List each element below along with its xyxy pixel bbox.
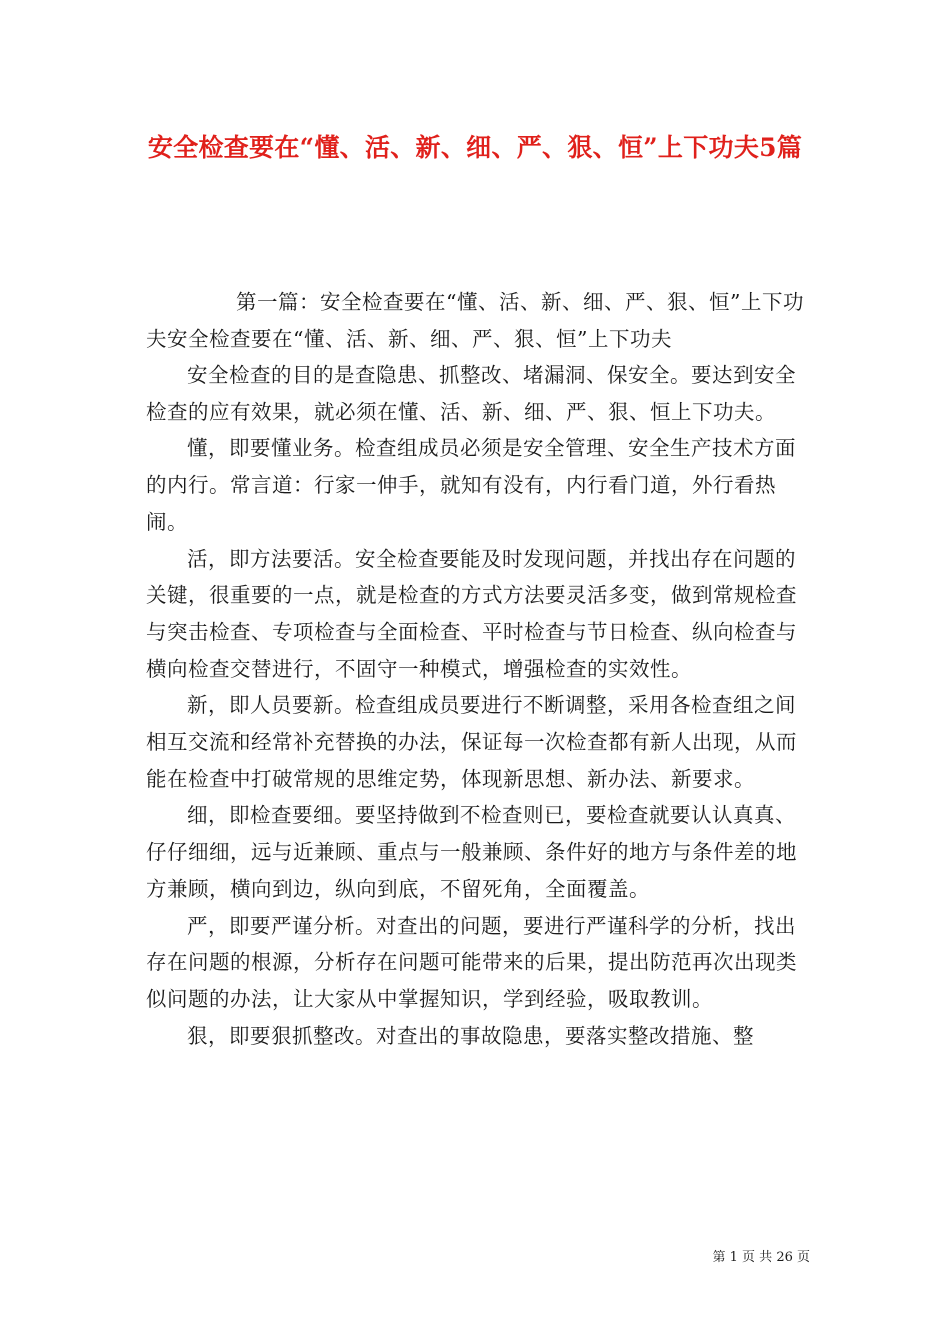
paragraph-purpose: 安全检查的目的是查隐患、抓整改、堵漏洞、保安全。要达到安全检查的应有效果，就必须在懂、活、新、细、严、狠、恒上下功夫。 (146, 363, 796, 424)
paragraph-dong: 懂，即要懂业务。检查组成员必须是安全管理、安全生产技术方面的内行。常言道：行家一伸手，就知有没有，内行看门道，外行看热闹。 (146, 436, 796, 534)
document-body (146, 357, 806, 1054)
document-title: 安全检查要在“懂、活、新、细、严、狠、恒”上下功夫5篇 (147, 133, 803, 162)
paragraph-yan: 严，即要严谨分析。对查出的问题，要进行严谨科学的分析，找出存在问题的根源，分析存在问题可能带来的后果，提出防范再次出现类似问题的办法，让大家从中掌握知识，学到经验，吸取教训。 (146, 913, 797, 1011)
page-number-footer: 第 1 页 共 26 页 (712, 1250, 810, 1265)
paragraph-huo: 活，即方法要活。安全检查要能及时发现问题，并找出存在问题的关键，很重要的一点，就是检查的方式方法要灵活多变，做到常规检查与突击检查、专项检查与全面检查、平时检查与节日检查、纵向检查与横向检查交替进行，不固守一种模式，增强检查的实效性。 (146, 546, 797, 681)
first-paragraph: 第一篇：安全检查要在“懂、活、新、细、严、狠、恒”上下功夫安全检查要在“懂、活、新、细、严、狠、恒”上下功夫 (146, 290, 804, 351)
paragraph-xi: 细，即检查要细。要坚持做到不检查则已，要检查就要认认真真、仔仔细细，远与近兼顾、重点与一般兼顾、条件好的地方与条件差的地方兼顾，横向到边，纵向到底，不留死角，全面覆盖。 (146, 803, 797, 901)
paragraph-hen: 狠，即要狠抓整改。对查出的事故隐患，要落实整改措施、整 (187, 1023, 754, 1048)
paragraph-xin: 新，即人员要新。检查组成员要进行不断调整，采用各检查组之间相互交流和经常补充替换的办法，保证每一次检查都有新人出现，从而能在检查中打破常规的思维定势，体现新思想、新办法、新要求。 (146, 693, 797, 791)
